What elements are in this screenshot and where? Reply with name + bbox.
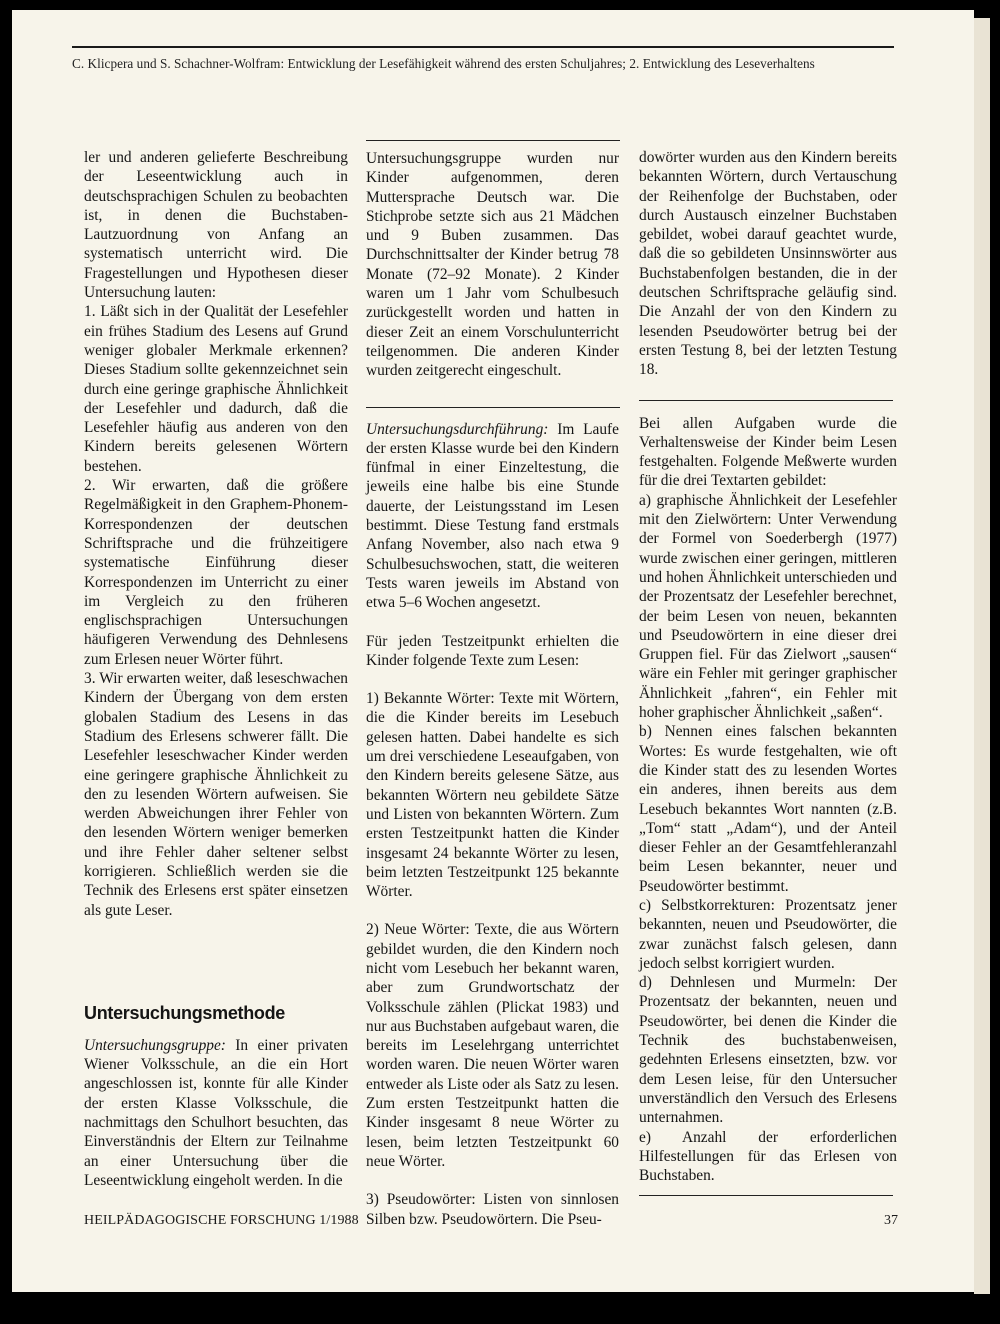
group-continuation: Untersuchungsgruppe wurden nur Kinder aufgenommen, deren Muttersprache Deutsch war. Die Stichprobe setzte sich aus 21 Mädchen und 9 Buben zusammen. Das Durchschnittsalter der Kinder betrug 78 Monate (72–92 Monate). 2 Kinder waren um 1 Jahr vom Schulbesuch zurückgestellt worden und hatten in dieser Zeit an einem Vorschulunterricht teilgenommen. Die anderen Kinder wurden zeitgerecht eingeschult. — [366, 150, 619, 380]
column-rule — [639, 1195, 893, 1196]
group-paragraph — [84, 1036, 348, 1190]
hypothesis-2: 2. Wir erwarten, daß die größere Regelmäßigkeit in den Graphem-Phonem-Korrespondenzen der deutschen Schriftsprache und die frühzeitigere systematische Einführung dieser Korrespondenzen im Unterricht zu einer im Vergleich zu den früheren englischsprachigen Untersuchungen häufigeren Verwendung des Dehnlesens zum Erlesen neuer Wörter führt. — [84, 477, 348, 668]
section-heading: Untersuchungsmethode — [84, 1002, 286, 1023]
texts-intro: Für jeden Testzeitpunkt erhielten die Kinder folgende Texte zum Lesen: — [366, 632, 619, 669]
journal-footer: HEILPÄDAGOGISCHE FORSCHUNG 1/1988 — [84, 1213, 359, 1228]
group-label: Untersuchungsgruppe: — [84, 1036, 226, 1054]
group-text: In einer privaten Wiener Volksschule, an die ein Hort angeschlossen ist, konnte für alle Kinder der ersten Klasse Volksschule, die nachmittags den Schulhort besuchten, das Einverständnis der Eltern zur Teilnahme an einer Untersuchung über die Leseentwicklung eingeholt werden. In die — [84, 1036, 348, 1189]
new-words-paragraph: 2) Neue Wörter: Texte, die aus Wörtern gebildet wurden, die den Kindern noch nicht vom Lesebuch her bekannt waren, aber zum Grundwortschatz der Volksschule zählen (Plickat 1983) und nur aus Buchstaben aufgebaut waren, die bereits im Leselehrgang unterrichtet worden waren. Die neuen Wörter waren entweder als Liste oder als Satz zu lesen. Zum ersten Testzeitpunkt hatten die Kinder insgesamt 8 neue Wörter zu lesen, beim letzten Testzeitpunkt 60 neue Wörter. — [366, 921, 619, 1170]
column-1 — [84, 148, 348, 1190]
column-rule — [639, 400, 893, 401]
measures-intro: Bei allen Aufgaben wurde die Verhaltensweise der Kinder beim Lesen festgehalten. Folgende Meßwerte wurden für die drei Textarten gebildet: — [639, 414, 897, 490]
measure-a: a) graphische Ähnlichkeit der Lesefehler mit den Zielwörtern: Unter Verwendung der Formel von Soederbergh (1977) wurde zwischen einer geringen, mittleren und hohen Ähnlichkeit unterschieden und der Prozentsatz der Lesefehler berechnet, der beim Lesen von neuen, bekannten und Pseudowörtern in eine dieser drei Gruppen fiel. Für das Zielwort „sausen“ wäre ein Fehler mit geringer graphischer Ähnlichkeit „fahren“, ein Fehler mit hoher graphischer Ähnlichkeit „saßen“. — [639, 491, 897, 722]
column-rule — [366, 140, 620, 141]
known-words-paragraph: 1) Bekannte Wörter: Texte mit Wörtern, die die Kinder bereits im Lesebuch gelesen hatten. Dabei handelte es sich um drei verschiedene Leseaufgaben, von den Kindern bereits gelesene Sätze, aus bekannten Wörtern neu gebildete Sätze und Listen von bekannten Wörtern. Zum ersten Testzeitpunkt hatten die Kinder insgesamt 24 bekannte Wörter zu lesen, beim letzten Testzeitpunkt 125 bekannte Wörter. — [366, 690, 619, 901]
running-head: C. Klicpera und S. Schachner-Wolfram: Entwicklung der Lesefähigkeit während des ersten Schuljahres; 2. Entwicklung des Leseverhaltens — [72, 46, 894, 72]
measure-d: d) Dehnlesen und Murmeln: Der Prozentsatz der bekannten, neuen und Pseudowörter, bei denen die Kinder die Technik des buchstabenweisen, gedehnten Erlesens einsetzten, bzw. vor dem Lesen leise, für den Untersucher unverständlich den Versuch des Erlesens unternahmen. — [639, 974, 897, 1127]
page-edge — [974, 18, 990, 1294]
hypothesis-3: 3. Wir erwarten weiter, daß leseschwachen Kindern der Übergang von dem ersten globalen Stadium des Lesens in das Stadium des Erlesens schwerer fällt. Die Lesefehler leseschwacher Kinder werden eine geringere graphische Ähnlichkeit zu den zu lesenden Wörtern aufweisen. Sie werden Abweichungen ihrer Fehler von den lesenden Wörtern weniger bemerken und ihre Fehler daher seltener selbst korrigieren. Schließlich werden sie die Technik des Erlesens erst später einsetzen als gute Leser. — [84, 670, 348, 919]
page-number: 37 — [884, 1213, 898, 1228]
measure-c: c) Selbstkorrekturen: Prozentsatz jener bekannten, neuen und Pseudowörter, die zwar zunächst falsch gelesen, dann jedoch selbst korrigiert wurden. — [639, 896, 897, 972]
column-rule — [366, 407, 620, 408]
pseudo-words-paragraph: 3) Pseudowörter: Listen von sinnlosen Silben bzw. Pseudowörtern. Die Pseu- — [366, 1191, 619, 1228]
pseudo-continuation: dowörter wurden aus den Kindern bereits bekannten Wörtern, durch Vertauschung der Reihenfolge der Buchstaben, oder durch Austausch einzelner Buchstaben gebildet, wobei darauf geachtet wurde, daß die so gebildeten Unsinnswörter aus Buchstabenfolgen bestanden, die in der deutschen Schriftsprache geläufig sind. Die Anzahl der von den Kindern zu lesenden Pseudowörter betrug bei der ersten Testung 8, bei der letzten Testung 18. — [639, 149, 897, 379]
hypothesis-1: 1. Läßt sich in der Qualität der Lesefehler ein frühes Stadium des Lesens auf Grund weniger globaler Merkmale erkennen? Dieses Stadium sollte gekennzeichnet sein durch eine geringe graphische Ähnlichkeit der Lesefehler und dadurch, daß die Lesefehler häufig aus anderen von den Kindern bereits gelesenen Wörtern bestehen. — [84, 303, 348, 475]
procedure-text: Im Laufe der ersten Klasse wurde bei den Kindern fünfmal in einer Einzeltestung, die jeweils eine halbe bis eine Stunde dauerte, der Leistungsstand im Lesen bestimmt. Diese Testung fand erstmals Anfang November, also nach etwa 9 Schulbesuchswochen, statt, die weiteren Tests waren jeweils im Abstand von etwa 5–6 Wochen angesetzt. — [366, 420, 619, 612]
measure-e: e) Anzahl der erforderlichen Hilfestellungen für das Erlesen von Buchstaben. — [639, 1128, 897, 1185]
column-3 — [639, 148, 897, 1196]
procedure-label: Untersuchungsdurchführung: — [366, 420, 549, 438]
column-2 — [366, 148, 619, 1229]
intro-paragraph: ler und anderen gelieferte Beschreibung der Leseentwicklung auch in deutschsprachigen Schulen zu beobachten ist, in denen die Buchstaben-Lautzuordnung von Anfang an systematisch unterricht wird. Die Fragestellungen und Hypothesen dieser Untersuchung lauten: — [84, 149, 348, 302]
measure-b: b) Nennen eines falschen bekannten Wortes: Es wurde festgehalten, wie oft die Kinder statt des zu lesenden Wortes ein anderes, ihnen bereits aus dem Lesebuch bekanntes Wort nannten (z.B. „Tom“ statt „Adam“), und der Anteil dieser Fehler an der Gesamtfehleranzahl beim Lesen bekannter, neuer und Pseudowörter bestimmt. — [639, 723, 897, 895]
procedure-paragraph — [366, 420, 619, 613]
